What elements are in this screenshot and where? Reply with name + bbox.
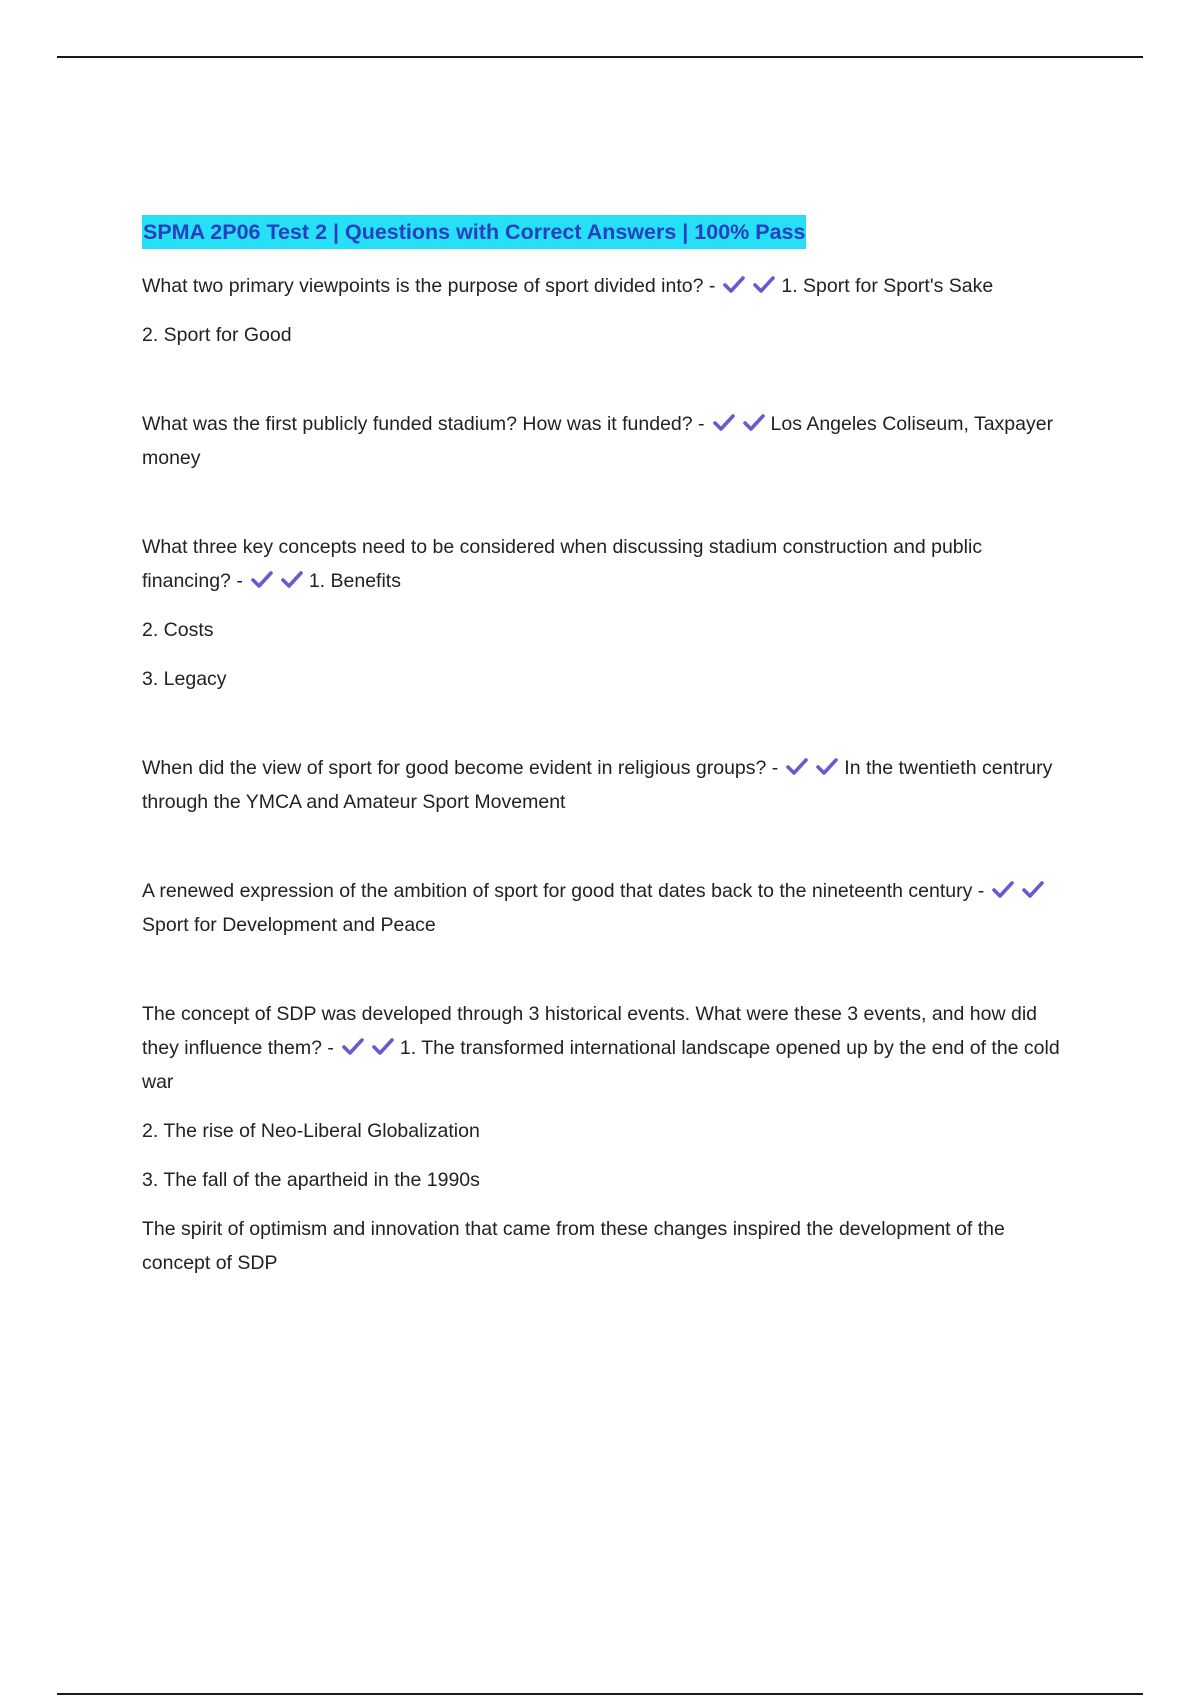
answer-line: The spirit of optimism and innovation that came from these changes inspired the development of the concept of SDP (142, 1218, 1005, 1274)
double-checkmark-icon (990, 880, 1046, 900)
qa-list (142, 269, 1062, 1280)
title-line (142, 212, 1062, 255)
qa-item (142, 530, 1062, 696)
question-text: The concept of SDP was developed through 3 historical events. What were these 3 events, and how did they influence them? - (142, 1003, 1038, 1059)
qa-item (142, 407, 1062, 475)
answer-text: In the twentieth centrury through the YMCA and Amateur Sport Movement (142, 757, 1053, 813)
question-text: When did the view of sport for good become evident in religious groups? - (142, 757, 779, 779)
question-text: What two primary viewpoints is the purpose of sport divided into? - (142, 275, 716, 297)
qa-question-paragraph (142, 269, 1062, 303)
qa-question-paragraph (142, 997, 1062, 1099)
answer-line: 2. Sport for Good (142, 324, 292, 346)
footer-rule (57, 1693, 1143, 1695)
double-checkmark-icon (340, 1037, 396, 1057)
answer-line: 2. Costs (142, 619, 214, 641)
qa-item (142, 997, 1062, 1280)
answer-text: 1. Sport for Sport's Sake (781, 275, 994, 297)
qa-question-paragraph (142, 407, 1062, 475)
double-checkmark-icon (249, 570, 305, 590)
double-checkmark-icon (721, 275, 777, 295)
qa-question-paragraph (142, 751, 1062, 819)
qa-item (142, 751, 1062, 819)
qa-question-paragraph (142, 530, 1062, 598)
answer-text: 1. The transformed international landscape opened up by the end of the cold war (142, 1037, 1060, 1093)
question-text: What was the first publicly funded stadium? How was it funded? - (142, 413, 705, 435)
answer-line: 3. Legacy (142, 668, 227, 690)
answer-text: Sport for Development and Peace (142, 914, 436, 936)
qa-item (142, 874, 1062, 942)
header-rule (57, 56, 1143, 58)
answer-text: Los Angeles Coliseum, Taxpayer money (142, 413, 1054, 469)
document-title: SPMA 2P06 Test 2 | Questions with Correct Answers | 100% Pass (142, 215, 806, 249)
document-content (142, 212, 1062, 1335)
question-text: What three key concepts need to be considered when discussing stadium construction and public financing? - (142, 536, 983, 592)
qa-question-paragraph (142, 874, 1062, 942)
double-checkmark-icon (784, 757, 840, 777)
answer-line: 3. The fall of the apartheid in the 1990s (142, 1169, 480, 1191)
double-checkmark-icon (711, 413, 767, 433)
answer-line: 2. The rise of Neo-Liberal Globalization (142, 1120, 480, 1142)
answer-text: 1. Benefits (308, 570, 401, 592)
question-text: A renewed expression of the ambition of sport for good that dates back to the nineteenth century - (142, 880, 985, 902)
qa-item (142, 269, 1062, 352)
